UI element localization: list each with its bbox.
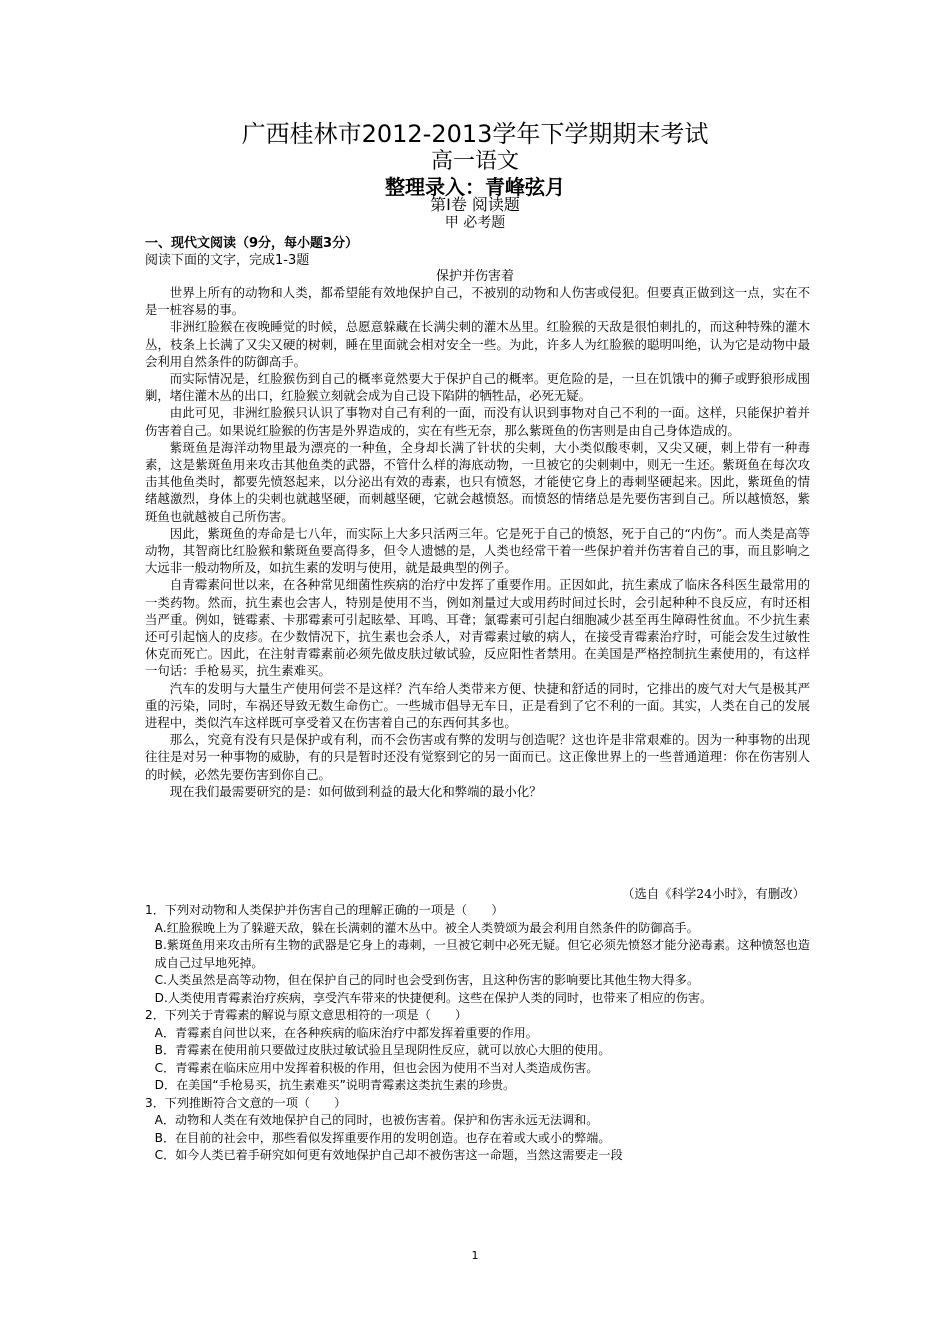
subject-title: 高一语文 xyxy=(430,149,519,174)
article-paragraph: 非洲红脸猴在夜晚睡觉的时候，总愿意躲藏在长满尖刺的灌木丛里。红脸猴的天敌是很怕刺扎的，而这种特殊的灌木丛，枝条上长满了又尖又硬的树刺，睡在里面就会相对安全一些。为此，许多人为红脸猴的聪明叫绝，认为它是动物中最会利用自然条件的防御高手。 xyxy=(145,319,810,369)
article-paragraph: 世界上所有的动物和人类，都希望能有效地保护自己，不被别的动物和人伤害或侵犯。但要真正做到这一点，实在不是一桩容易的事。 xyxy=(145,285,810,318)
article-paragraph: 汽车的发明与大量生产使用何尝不是这样？汽车给人类带来方便、快捷和舒适的同时，它排出的废气对大气是极其严重的污染，同时，车祸还导致无数生命伤亡。一些城市倡导无车日，正是看到了它不利的一面。其实，人类在自己的发展进程中，类似汽车这样既可享受着又在伤害着自己的东西何其多也。 xyxy=(145,680,810,731)
question-stem: 3．下列推断符合文意的一项（ ） xyxy=(145,1095,347,1110)
article-paragraph: 那么，究竟有没有只是保护或有利，而不会伤害或有弊的发明与创造呢？这也许是非常艰难的。因为一种事物的出现往往是对另一种事物的威胁，有的只是暂时还没有觉察到它的另一面而已。这正像世界上的一些普通道理：你在伤害别人的时候，必然先要伤害到你自己。 xyxy=(145,732,810,782)
question-option: A．青霉素自问世以来，在各种疾病的临床治疗中都发挥着重要的作用。 xyxy=(154,1025,538,1040)
compiler-line: 整理录入：青峰弦月 xyxy=(385,175,565,199)
question-option: D.人类使用青霉素治疗疾病，享受汽车带来的快捷便利。这些在保护人类的同时，也带来了相应的伤害。 xyxy=(154,990,713,1005)
article-paragraph: 因此，紫斑鱼的寿命是七八年，而实际上大多只活两三年。它是死于自己的愤怒，死于自己的“内伤”。而人类是高等动物，其智商比红脸猴和紫斑鱼要高得多，但令人遗憾的是，人类也经常干着一些保护着并伤害着自己的事，而且影响之大远非一般动物所及，如抗生素的发明与使用，就是最典型的例子。 xyxy=(145,525,810,576)
page-number: 1 xyxy=(471,1249,479,1262)
question-option: C．如今人类已着手研究如何更有效地保护自己却不被伤害这一命题，当然这需要走一段 xyxy=(154,1148,623,1162)
question-option: C.人类虽然是高等动物，但在保护自己的同时也会受到伤害，且这种伤害的影响要比其他生物大得多。 xyxy=(154,973,700,987)
question-option: B．青霉素在使用前只要做过皮肤过敏试验且呈现阴性反应，就可以放心大胆的使用。 xyxy=(154,1043,611,1057)
question-option: B．在目前的社会中，那些看似发挥重要作用的发明创造。也存在着或大或小的弊端。 xyxy=(154,1130,611,1145)
question-option: D．在美国“手枪易买，抗生素难买”说明青霉素这类抗生素的珍贵。 xyxy=(154,1078,516,1092)
article-body xyxy=(145,284,810,800)
article-paragraph: 而实际情况是，红脸猴伤到自己的概率竟然要大于保护自己的概率。更危险的是，一旦在饥饿中的狮子或野狼形成围剿，堵住灌木丛的出口，红脸猴立刻就会成为自己设下陷阱的牺牲品，必死无疑。 xyxy=(145,371,810,404)
section-instruction: 阅读下面的文字，完成1-3题 xyxy=(145,253,310,268)
article-title: 保护并伤害着 xyxy=(435,269,514,284)
article-paragraph: 自青霉素问世以来，在各种常见细菌性疾病的治疗中发挥了重要作用。正因如此，抗生素成了临床各科医生最常用的一类药物。然而，抗生素也会害人，特别是使用不当，例如剂量过大或用药时间过长时，会引起种种不良反应，有时还相当严重。例如，链霉素、卡那霉素可引起眩晕、耳鸣、耳聋；氯霉素可引起白细胞减少甚至再生障碍性贫血。不少抗生素还可引起恼人的皮疹。在少数情况下，抗生素也会杀人，对青霉素过敏的病人，在接受青霉素治疗时，可能会发生过敏性休克而死亡。因此，在注射青霉素前必须先做皮肤过敏试验，反应阳性者禁用。在美国是严格控制抗生素使用的，有这样一句话：手枪易买，抗生素难买。 xyxy=(145,577,810,679)
question-stem: 1．下列对动物和人类保护并伤害自己的理解正确的一项是（ ） xyxy=(145,903,504,917)
question-stem: 2．下列关于青霉素的解说与原文意思相符的一项是（ ） xyxy=(145,1008,468,1022)
volume-title: 第Ⅰ卷 阅读题 xyxy=(430,195,520,214)
part-title: 甲 必考题 xyxy=(444,215,506,231)
article-source: （选自《科学24小时》，有删改） xyxy=(621,886,805,901)
article-paragraph: 现在我们最需要研究的是：如何做到利益的最大化和弊端的最小化？ xyxy=(169,783,542,799)
exam-title: 广西桂林市2012-2013学年下学期期末考试 xyxy=(241,120,709,148)
question-option: B.紫斑鱼用来攻击所有生物的武器是它身上的毒刺，一旦被它刺中必死无疑。但它必须先愤怒才能分泌毒素。这种愤怒也造成自己过早地死掉。 xyxy=(154,938,810,970)
article-paragraph: 由此可见，非洲红脸猴只认识了事物对自己有利的一面，而没有认识到事物对自己不利的一面。这样，只能保护着并伤害着自己。如果说红脸猴的伤害是外界造成的，实在有些无奈，那么紫斑鱼的伤害则是由自己身体造成的。 xyxy=(145,405,810,438)
question-option: C．青霉素在临床应用中发挥着积极的作用，但也会因为使用不当对人类造成伤害。 xyxy=(154,1060,599,1075)
article-paragraph: 紫斑鱼是海洋动物里最为漂亮的一种鱼，全身却长满了针状的尖刺，大小类似酸枣刺，又尖又硬，刺上带有一种毒素，这是紫斑鱼用来攻击其他鱼类的武器，不管什么样的海底动物，一旦被它的尖刺刺中，则无一生还。紫斑鱼在每次攻击其他鱼类时，都要先愤怒起来，以分泌出有效的毒素，也只有愤怒，才能使它身上的毒刺坚硬起来。因此，紫斑鱼的情绪越激烈，身体上的尖刺也就越坚硬，而刺越坚硬，它就会越愤怒。而愤怒的情绪总是先要伤害到自己。所以越愤怒，紫斑鱼也就越被自己所伤害。 xyxy=(145,439,810,524)
section-heading: 一、现代文阅读（9分，每小题3分） xyxy=(145,236,359,251)
question-option: A．动物和人类在有效地保护自己的同时，也被伤害着。保护和伤害永远无法调和。 xyxy=(154,1113,599,1127)
question-list xyxy=(145,902,810,1165)
question-option: A.红脸猴晚上为了躲避天敌，躲在长满刺的灌木丛中。被全人类赞颂为最会利用自然条件的防御高手。 xyxy=(154,920,699,935)
